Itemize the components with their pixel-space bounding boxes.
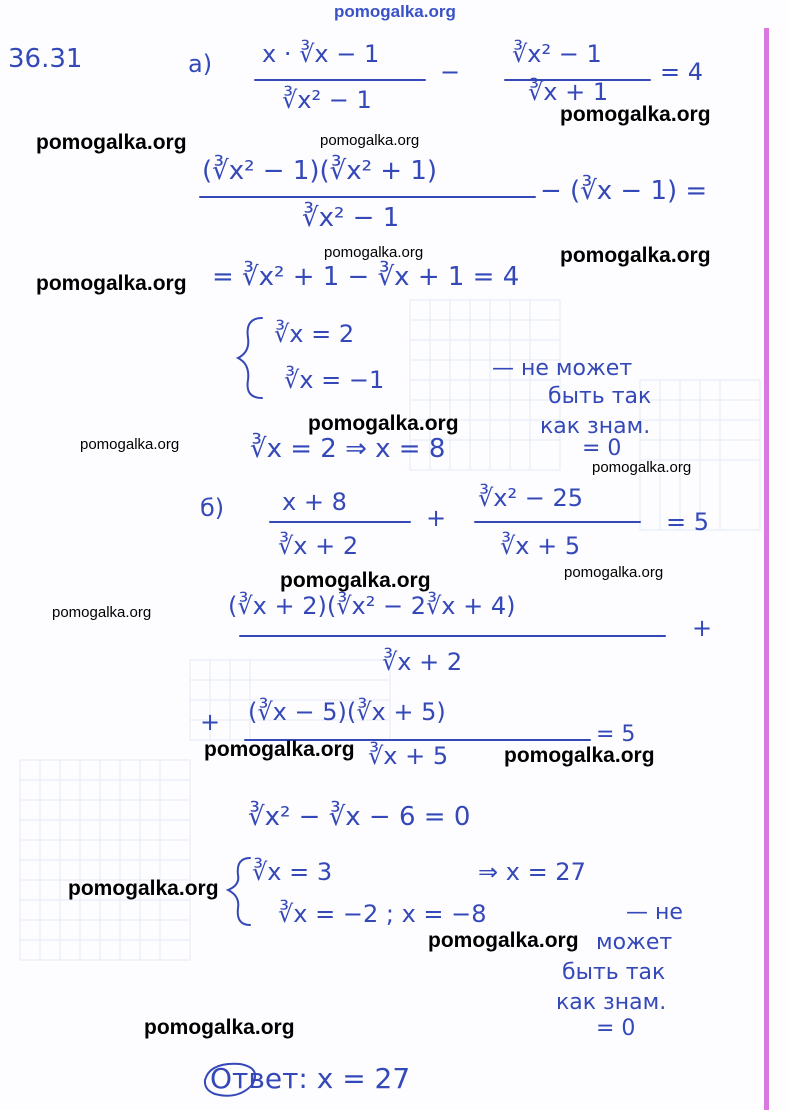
- part-a-note-4: = 0: [582, 436, 622, 461]
- site-header-link[interactable]: pomogalka.org: [334, 2, 456, 21]
- watermark: pomogalka.org: [428, 929, 579, 952]
- part-b-denominator-1: ∛x + 2: [278, 532, 359, 560]
- part-b-step1-numerator: (∛x + 2)(∛x² − 2∛x + 4): [228, 592, 516, 620]
- part-b-note-2: может: [596, 930, 673, 955]
- part-a-denominator-2: ∛x + 1: [528, 78, 609, 106]
- part-a-note-1: — не может: [492, 356, 633, 381]
- part-b-note-5: = 0: [596, 1016, 636, 1041]
- part-a-step2: = ∛x² + 1 − ∛x + 1 = 4: [212, 262, 520, 292]
- watermark: pomogalka.org: [144, 1016, 295, 1039]
- watermark: pomogalka.org: [36, 131, 187, 154]
- watermark: pomogalka.org: [52, 604, 152, 621]
- part-b-step2-rhs: = 5: [596, 722, 636, 747]
- part-b-note-4: как знам.: [556, 990, 667, 1015]
- watermark: pomogalka.org: [324, 244, 424, 261]
- part-a-numerator-1: x · ∛x − 1: [262, 40, 380, 68]
- part-b-step2-plus: +: [200, 708, 221, 736]
- watermark: pomogalka.org: [68, 877, 219, 900]
- part-b-step3: ∛x² − ∛x − 6 = 0: [248, 802, 471, 832]
- part-b-plus: +: [426, 504, 447, 532]
- watermark: pomogalka.org: [560, 103, 711, 126]
- part-b-system-line-1: ∛x = 3: [252, 858, 333, 886]
- watermark: pomogalka.org: [36, 272, 187, 295]
- part-b-system-line-2: ∛x = −2 ; x = −8: [278, 900, 487, 928]
- problem-number: 36.31: [8, 44, 83, 74]
- part-a-label: а): [188, 50, 213, 78]
- watermark: pomogalka.org: [80, 436, 180, 453]
- part-b-note-1: — не: [626, 900, 683, 925]
- part-a-note-3: как знам.: [540, 414, 651, 439]
- part-b-system-result: ⇒ x = 27: [478, 858, 586, 886]
- part-a-step1-numerator: (∛x² − 1)(∛x² + 1): [202, 156, 438, 186]
- answer: Ответ: x = 27: [210, 1062, 411, 1095]
- part-a-numerator-2: ∛x² − 1: [512, 40, 602, 68]
- part-a-result: ∛x = 2 ⇒ x = 8: [250, 434, 446, 464]
- part-a-rhs: = 4: [660, 58, 704, 86]
- part-b-step1-plus: +: [692, 614, 713, 642]
- part-b-step2-denominator: ∛x + 5: [368, 742, 449, 770]
- part-a-minus: −: [440, 58, 461, 86]
- watermark: pomogalka.org: [320, 132, 420, 149]
- part-a-step1-tail: − (∛x − 1) =: [540, 176, 708, 206]
- part-b-numerator-2: ∛x² − 25: [478, 484, 584, 512]
- part-a-denominator-1: ∛x² − 1: [282, 86, 372, 114]
- watermark: pomogalka.org: [204, 738, 355, 761]
- part-a-system-line-2: ∛x = −1: [284, 366, 385, 394]
- part-b-rhs: = 5: [666, 508, 710, 536]
- watermark: pomogalka.org: [504, 744, 655, 767]
- part-a-note-2: быть так: [548, 384, 652, 409]
- watermark: pomogalka.org: [564, 564, 664, 581]
- part-b-step1-denominator: ∛x + 2: [382, 648, 463, 676]
- part-b-step2-numerator: (∛x − 5)(∛x + 5): [248, 698, 446, 726]
- part-b-denominator-2: ∛x + 5: [500, 532, 581, 560]
- watermark: pomogalka.org: [308, 412, 459, 435]
- watermark: pomogalka.org: [280, 569, 431, 592]
- watermark: pomogalka.org: [560, 244, 711, 267]
- part-b-note-3: быть так: [562, 960, 666, 985]
- part-a-system-line-1: ∛x = 2: [274, 320, 355, 348]
- part-b-numerator-1: x + 8: [282, 488, 347, 516]
- watermark: pomogalka.org: [592, 459, 692, 476]
- part-a-step1-denominator: ∛x² − 1: [302, 203, 400, 233]
- part-b-label: б): [200, 494, 225, 522]
